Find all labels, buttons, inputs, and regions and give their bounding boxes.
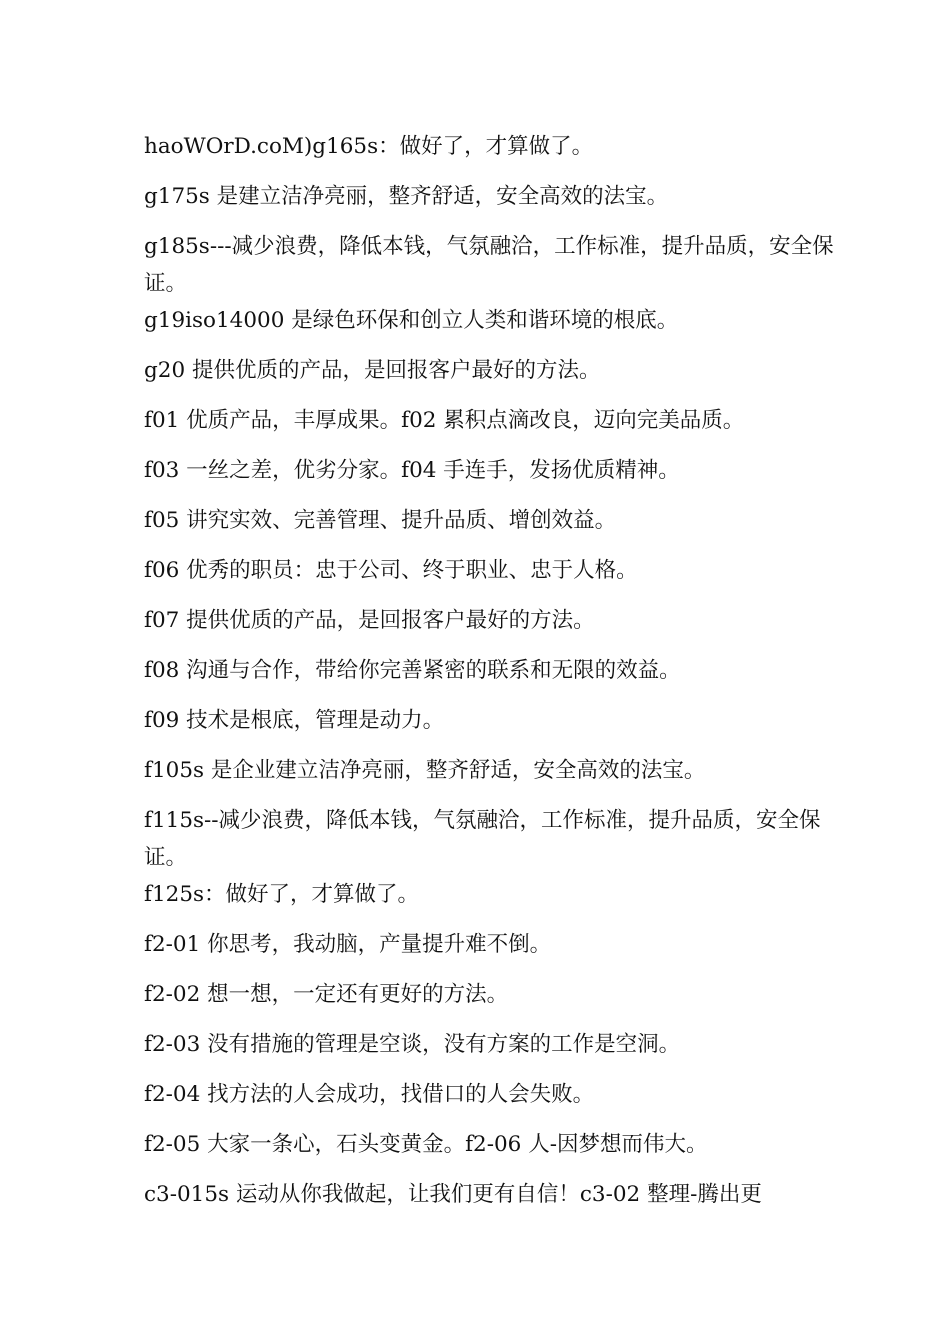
- document-body: [144, 128, 834, 1226]
- paragraph: f07 提供优质的产品，是回报客户最好的方法。: [144, 608, 595, 633]
- paragraph: f05 讲究实效、完善管理、提升品质、增创效益。: [144, 508, 617, 533]
- paragraph: f115s--减少浪费，降低本钱，气氛融洽，工作标准，提升品质，安全保证。: [144, 808, 821, 870]
- paragraph: g19iso14000 是绿色环保和创立人类和谐环境的根底。: [144, 308, 679, 333]
- paragraph: f06 优秀的职员：忠于公司、终于职业、忠于人格。: [144, 558, 638, 583]
- paragraph: f2-04 找方法的人会成功，找借口的人会失败。: [144, 1082, 595, 1107]
- paragraph: f03 一丝之差，优劣分家。f04 手连手，发扬优质精神。: [144, 458, 680, 483]
- paragraph: g20 提供优质的产品，是回报客户最好的方法。: [144, 358, 601, 383]
- paragraph: f2-01 你思考，我动脑，产量提升难不倒。: [144, 932, 552, 957]
- paragraph: f01 优质产品，丰厚成果。f02 累积点滴改良，迈向完美品质。: [144, 408, 745, 433]
- paragraph: f08 沟通与合作，带给你完善紧密的联系和无限的效益。: [144, 658, 681, 683]
- paragraph: haoWOrD.coM)g165s：做好了，才算做了。: [144, 134, 594, 159]
- paragraph: f2-05 大家一条心，石头变黄金。f2-06 人-因梦想而伟大。: [144, 1132, 708, 1157]
- paragraph: f2-03 没有措施的管理是空谈，没有方案的工作是空洞。: [144, 1032, 681, 1057]
- paragraph: c3-015s 运动从你我做起，让我们更有自信！c3-02 整理-腾出更: [144, 1182, 762, 1207]
- paragraph: f09 技术是根底，管理是动力。: [144, 708, 445, 733]
- paragraph: f105s 是企业建立洁净亮丽，整齐舒适，安全高效的法宝。: [144, 758, 706, 783]
- paragraph: f125s：做好了，才算做了。: [144, 882, 420, 907]
- paragraph: f2-02 想一想，一定还有更好的方法。: [144, 982, 509, 1007]
- paragraph: g175s 是建立洁净亮丽，整齐舒适，安全高效的法宝。: [144, 184, 669, 209]
- paragraph: g185s---减少浪费，降低本钱，气氛融洽，工作标准，提升品质，安全保证。: [144, 234, 834, 296]
